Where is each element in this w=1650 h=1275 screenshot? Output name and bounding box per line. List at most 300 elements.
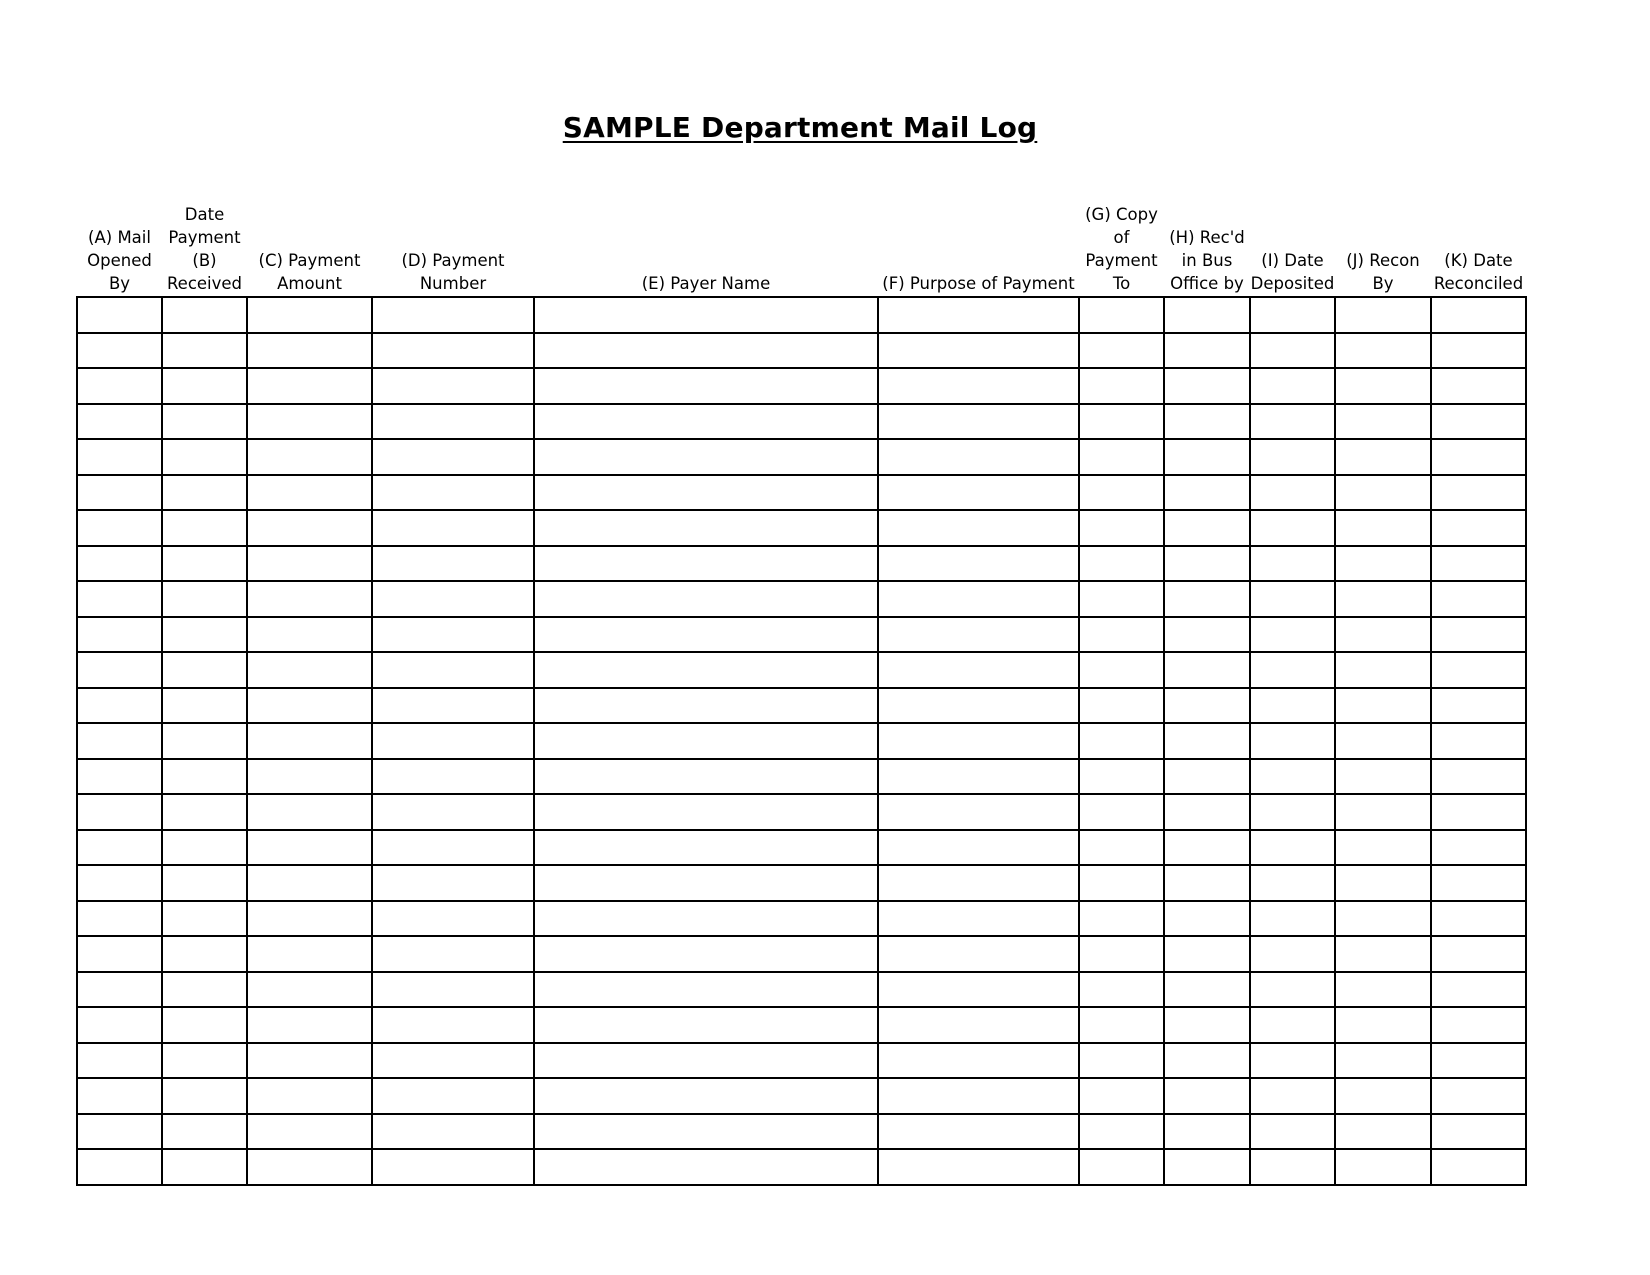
table-cell[interactable] [77,297,162,333]
table-cell[interactable] [1431,652,1526,688]
table-cell[interactable] [534,439,878,475]
table-cell[interactable] [1335,865,1431,901]
column-header-payer-name: (E) Payer Name [641,274,771,293]
table-cell[interactable] [1431,510,1526,546]
table-row [77,901,1526,937]
table-cell[interactable] [534,368,878,404]
table-cell[interactable] [1250,865,1335,901]
table-cell[interactable] [878,368,1079,404]
table-cell[interactable] [1079,439,1164,475]
table-cell[interactable] [1431,723,1526,759]
table-row [77,546,1526,582]
table-cell[interactable] [1250,1043,1335,1079]
table-cell[interactable] [534,652,878,688]
table-cell[interactable] [162,1043,247,1079]
table-cell[interactable] [1431,794,1526,830]
table-cell[interactable] [1250,1007,1335,1043]
table-cell[interactable] [247,475,372,511]
table-cell[interactable] [77,865,162,901]
table-cell[interactable] [1164,830,1250,866]
table-cell[interactable] [1164,936,1250,972]
table-cell[interactable] [1250,901,1335,937]
table-cell[interactable] [1431,297,1526,333]
table-cell[interactable] [534,759,878,795]
table-cell[interactable] [372,1149,534,1185]
table-cell[interactable] [77,794,162,830]
table-cell[interactable] [1079,723,1164,759]
table-cell[interactable] [534,404,878,440]
table-cell[interactable] [372,581,534,617]
table-cell[interactable] [1335,368,1431,404]
table-cell[interactable] [162,333,247,369]
table-cell[interactable] [372,1043,534,1079]
column-header-date-deposited: (I) Date Deposited [1250,251,1335,293]
table-cell[interactable] [878,1149,1079,1185]
table-cell[interactable] [1079,688,1164,724]
table-cell[interactable] [247,901,372,937]
table-cell[interactable] [1164,688,1250,724]
table-cell[interactable] [1079,759,1164,795]
table-cell[interactable] [1335,617,1431,653]
table-cell[interactable] [1079,972,1164,1008]
table-cell[interactable] [372,865,534,901]
table-cell[interactable] [878,510,1079,546]
table-cell[interactable] [534,972,878,1008]
table-cell[interactable] [1431,1149,1526,1185]
table-cell[interactable] [878,865,1079,901]
table-cell[interactable] [247,688,372,724]
table-row [77,830,1526,866]
table-cell[interactable] [878,617,1079,653]
table-cell[interactable] [1079,510,1164,546]
table-cell[interactable] [1335,1043,1431,1079]
column-header-date-reconciled: (K) Date Reconciled [1433,251,1524,293]
table-cell[interactable] [534,901,878,937]
table-cell[interactable] [372,333,534,369]
table-cell[interactable] [247,865,372,901]
table-cell[interactable] [162,759,247,795]
table-cell[interactable] [1164,439,1250,475]
table-cell[interactable] [1079,617,1164,653]
table-cell[interactable] [1164,794,1250,830]
table-cell[interactable] [77,1007,162,1043]
table-cell[interactable] [1079,901,1164,937]
table-cell[interactable] [1335,830,1431,866]
table-cell[interactable] [1431,936,1526,972]
table-cell[interactable] [372,510,534,546]
table-cell[interactable] [247,297,372,333]
table-cell[interactable] [878,581,1079,617]
table-cell[interactable] [1164,546,1250,582]
table-cell[interactable] [878,297,1079,333]
table-cell[interactable] [534,936,878,972]
table-cell[interactable] [247,617,372,653]
table-cell[interactable] [247,1043,372,1079]
table-cell[interactable] [247,794,372,830]
table-cell[interactable] [372,972,534,1008]
table-cell[interactable] [162,510,247,546]
table-row [77,972,1526,1008]
table-cell[interactable] [1079,1114,1164,1150]
table-cell[interactable] [372,439,534,475]
table-cell[interactable] [1164,510,1250,546]
table-row [77,404,1526,440]
table-cell[interactable] [247,936,372,972]
table-cell[interactable] [878,830,1079,866]
table-cell[interactable] [372,652,534,688]
table-cell[interactable] [162,972,247,1008]
table-cell[interactable] [1164,865,1250,901]
table-cell[interactable] [1431,333,1526,369]
table-cell[interactable] [372,936,534,972]
table-cell[interactable] [1079,794,1164,830]
table-cell[interactable] [1079,297,1164,333]
table-cell[interactable] [247,1114,372,1150]
table-cell[interactable] [1164,1078,1250,1114]
table-cell[interactable] [247,581,372,617]
table-cell[interactable] [878,901,1079,937]
table-cell[interactable] [77,404,162,440]
table-cell[interactable] [1250,333,1335,369]
table-cell[interactable] [162,901,247,937]
table-cell[interactable] [77,475,162,511]
table-cell[interactable] [77,652,162,688]
table-cell[interactable] [1164,1114,1250,1150]
table-cell[interactable] [162,1007,247,1043]
table-cell[interactable] [878,475,1079,511]
table-cell[interactable] [77,1114,162,1150]
table-cell[interactable] [247,546,372,582]
table-cell[interactable] [534,617,878,653]
table-cell[interactable] [372,901,534,937]
table-cell[interactable] [77,333,162,369]
table-cell[interactable] [534,546,878,582]
table-cell[interactable] [1335,972,1431,1008]
table-cell[interactable] [534,688,878,724]
table-cell[interactable] [372,1114,534,1150]
table-cell[interactable] [372,617,534,653]
table-cell[interactable] [1250,830,1335,866]
column-header-recon-by: (J) Recon By [1346,251,1420,293]
table-cell[interactable] [162,830,247,866]
table-cell[interactable] [1335,439,1431,475]
table-cell[interactable] [1250,1149,1335,1185]
table-cell[interactable] [247,723,372,759]
table-cell[interactable] [162,546,247,582]
table-cell[interactable] [1431,1043,1526,1079]
table-cell[interactable] [162,1114,247,1150]
table-cell[interactable] [1079,652,1164,688]
table-cell[interactable] [1164,1149,1250,1185]
table-cell[interactable] [1079,581,1164,617]
table-cell[interactable] [534,581,878,617]
table-cell[interactable] [1250,475,1335,511]
table-cell[interactable] [878,794,1079,830]
table-cell[interactable] [77,688,162,724]
column-header-recd-in-bus-office-by: (H) Rec'd in Bus Office by [1169,228,1245,293]
table-cell[interactable] [372,1078,534,1114]
table-cell[interactable] [878,688,1079,724]
table-cell[interactable] [247,1007,372,1043]
table-cell[interactable] [1250,688,1335,724]
column-header-copy-of-payment-to: (G) Copy of Payment To [1085,205,1158,293]
table-cell[interactable] [162,794,247,830]
table-cell[interactable] [372,546,534,582]
table-body [77,297,1526,1185]
table-cell[interactable] [372,404,534,440]
table-cell[interactable] [1335,1078,1431,1114]
table-cell[interactable] [1335,581,1431,617]
table-cell[interactable] [534,475,878,511]
column-header-payment-amount: (C) Payment Amount [258,251,361,293]
table-cell[interactable] [1250,546,1335,582]
table-cell[interactable] [1431,865,1526,901]
table-cell[interactable] [1250,617,1335,653]
table-cell[interactable] [534,865,878,901]
table-cell[interactable] [1079,830,1164,866]
header-row [77,185,1526,297]
table-cell[interactable] [1079,1007,1164,1043]
table-cell[interactable] [1164,723,1250,759]
table-cell[interactable] [878,546,1079,582]
table-cell[interactable] [162,936,247,972]
table-cell[interactable] [162,475,247,511]
table-cell[interactable] [1431,368,1526,404]
table-cell[interactable] [1431,475,1526,511]
table-cell[interactable] [1335,794,1431,830]
table-cell[interactable] [247,404,372,440]
table-cell[interactable] [1335,723,1431,759]
table-cell[interactable] [878,972,1079,1008]
table-cell[interactable] [247,759,372,795]
table-cell[interactable] [77,368,162,404]
table-cell[interactable] [1250,439,1335,475]
table-cell[interactable] [1335,333,1431,369]
table-cell[interactable] [878,404,1079,440]
table-row [77,1007,1526,1043]
table-cell[interactable] [1164,333,1250,369]
table-cell[interactable] [247,510,372,546]
table-cell[interactable] [247,368,372,404]
table-cell[interactable] [1164,581,1250,617]
table-cell[interactable] [372,723,534,759]
table-cell[interactable] [162,581,247,617]
table-row [77,475,1526,511]
table-cell[interactable] [1164,617,1250,653]
table-cell[interactable] [1431,901,1526,937]
table-cell[interactable] [1335,688,1431,724]
table-cell[interactable] [162,865,247,901]
column-header-payment-number: (D) Payment Number [401,251,505,293]
table-cell[interactable] [162,439,247,475]
table-cell[interactable] [77,901,162,937]
table-cell[interactable] [247,652,372,688]
table-cell[interactable] [1431,404,1526,440]
table-cell[interactable] [1079,1149,1164,1185]
table-cell[interactable] [162,617,247,653]
table-cell[interactable] [1335,936,1431,972]
table-cell[interactable] [1335,1007,1431,1043]
table-cell[interactable] [1335,546,1431,582]
table-cell[interactable] [534,830,878,866]
table-cell[interactable] [1335,901,1431,937]
table-cell[interactable] [372,475,534,511]
table-cell[interactable] [534,794,878,830]
table-cell[interactable] [534,1149,878,1185]
table-cell[interactable] [77,830,162,866]
table-cell[interactable] [1079,546,1164,582]
column-header-purpose-of-payment: (F) Purpose of Payment [882,274,1075,293]
table-cell[interactable] [1250,936,1335,972]
table-cell[interactable] [1079,1043,1164,1079]
table-cell[interactable] [1431,439,1526,475]
table-cell[interactable] [247,1078,372,1114]
table-cell[interactable] [1250,581,1335,617]
table-cell[interactable] [77,439,162,475]
table-cell[interactable] [372,1007,534,1043]
table-cell[interactable] [1335,1149,1431,1185]
table-cell[interactable] [247,830,372,866]
table-cell[interactable] [878,1043,1079,1079]
table-cell[interactable] [372,297,534,333]
table-cell[interactable] [1250,972,1335,1008]
table-cell[interactable] [77,972,162,1008]
table-cell[interactable] [534,510,878,546]
table-cell[interactable] [1250,297,1335,333]
table-cell[interactable] [1431,546,1526,582]
table-row [77,617,1526,653]
table-cell[interactable] [1079,368,1164,404]
table-cell[interactable] [1335,652,1431,688]
table-cell[interactable] [1164,297,1250,333]
table-cell[interactable] [1431,972,1526,1008]
table-cell[interactable] [878,936,1079,972]
table-row [77,510,1526,546]
table-cell[interactable] [77,617,162,653]
table-row [77,794,1526,830]
table-cell[interactable] [1335,297,1431,333]
table-cell[interactable] [1164,368,1250,404]
table-cell[interactable] [247,333,372,369]
table-cell[interactable] [162,368,247,404]
table-cell[interactable] [1164,404,1250,440]
table-cell[interactable] [77,723,162,759]
table-cell[interactable] [1250,1078,1335,1114]
table-cell[interactable] [878,1078,1079,1114]
table-cell[interactable] [1164,901,1250,937]
table-cell[interactable] [1250,510,1335,546]
table-cell[interactable] [1335,1114,1431,1150]
table-cell[interactable] [878,652,1079,688]
table-cell[interactable] [534,297,878,333]
table-cell[interactable] [162,723,247,759]
table-cell[interactable] [372,759,534,795]
table-cell[interactable] [1164,759,1250,795]
table-cell[interactable] [372,688,534,724]
table-cell[interactable] [1250,652,1335,688]
table-cell[interactable] [77,759,162,795]
table-cell[interactable] [878,1114,1079,1150]
table-cell[interactable] [1079,1078,1164,1114]
table-row [77,759,1526,795]
table-cell[interactable] [1079,865,1164,901]
table-cell[interactable] [77,510,162,546]
table-cell[interactable] [534,1007,878,1043]
table-cell[interactable] [1079,404,1164,440]
table-cell[interactable] [372,368,534,404]
table-cell[interactable] [1164,652,1250,688]
table-cell[interactable] [162,1078,247,1114]
table-cell[interactable] [1079,333,1164,369]
table-cell[interactable] [534,1078,878,1114]
table-cell[interactable] [1164,1007,1250,1043]
table-cell[interactable] [1079,936,1164,972]
table-cell[interactable] [1335,404,1431,440]
table-cell[interactable] [1431,688,1526,724]
table-cell[interactable] [372,830,534,866]
table-cell[interactable] [1250,794,1335,830]
table-cell[interactable] [1335,510,1431,546]
table-cell[interactable] [1431,1114,1526,1150]
column-header-mail-opened-by: (A) Mail Opened By [87,228,152,293]
table-cell[interactable] [1431,1007,1526,1043]
table-cell[interactable] [1250,404,1335,440]
table-cell[interactable] [1164,475,1250,511]
table-cell[interactable] [77,1043,162,1079]
table-cell[interactable] [162,652,247,688]
table-cell[interactable] [534,723,878,759]
table-cell[interactable] [77,1078,162,1114]
table-cell[interactable] [878,333,1079,369]
table-cell[interactable] [77,581,162,617]
table-cell[interactable] [1250,759,1335,795]
table-cell[interactable] [878,1007,1079,1043]
table-cell[interactable] [1431,581,1526,617]
table-cell[interactable] [1431,1078,1526,1114]
table-cell[interactable] [162,297,247,333]
table-cell[interactable] [247,972,372,1008]
table-row [77,333,1526,369]
table-cell[interactable] [77,936,162,972]
table-cell[interactable] [162,404,247,440]
table-cell[interactable] [1164,1043,1250,1079]
table-cell[interactable] [1079,475,1164,511]
table-cell[interactable] [1250,1114,1335,1150]
table-cell[interactable] [1431,759,1526,795]
table-cell[interactable] [247,1149,372,1185]
table-row [77,1078,1526,1114]
table-cell[interactable] [1250,368,1335,404]
table-cell[interactable] [878,439,1079,475]
table-cell[interactable] [878,723,1079,759]
table-cell[interactable] [1164,972,1250,1008]
table-cell[interactable] [1335,475,1431,511]
table-cell[interactable] [162,688,247,724]
table-cell[interactable] [1335,759,1431,795]
table-cell[interactable] [534,1114,878,1150]
table-cell[interactable] [534,1043,878,1079]
table-cell[interactable] [1431,830,1526,866]
table-cell[interactable] [878,759,1079,795]
table-cell[interactable] [534,333,878,369]
table-cell[interactable] [1431,617,1526,653]
table-cell[interactable] [162,1149,247,1185]
table-cell[interactable] [1250,723,1335,759]
table-cell[interactable] [77,546,162,582]
table-cell[interactable] [77,1149,162,1185]
table-cell[interactable] [372,794,534,830]
table-cell[interactable] [247,439,372,475]
